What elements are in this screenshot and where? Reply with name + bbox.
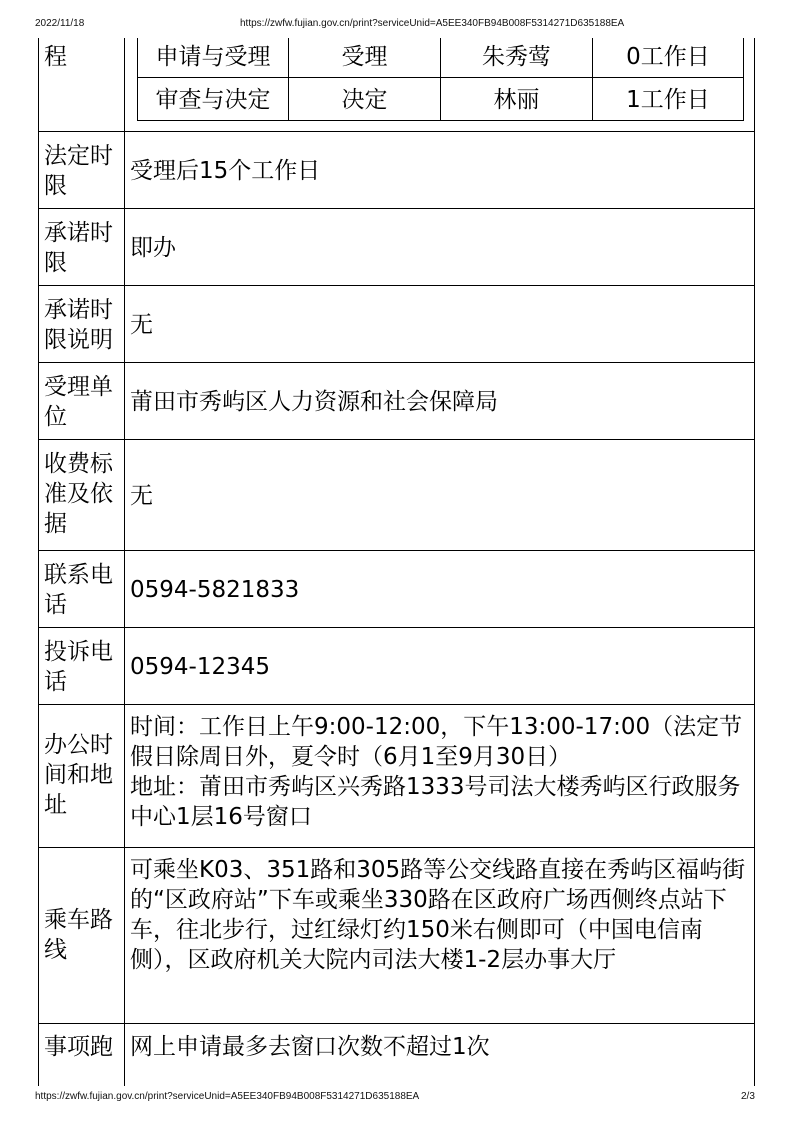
print-date: 2022/11/18 (35, 18, 85, 29)
label-complaint-phone: 投诉电话 (44, 639, 113, 695)
process-time-2: 1工作日 (626, 87, 710, 113)
row-divider (38, 704, 755, 705)
label-promised-time-limit: 承诺时限 (44, 220, 113, 276)
label-fee-standard: 收费标准及依据 (44, 451, 113, 537)
label-contact-phone: 联系电话 (44, 562, 113, 618)
label-accepting-unit: 受理单位 (44, 374, 113, 430)
process-action-1: 受理 (341, 44, 388, 70)
value-fee-standard: 无 (130, 483, 153, 509)
row-divider (38, 1023, 755, 1024)
value-complaint-phone: 0594-12345 (130, 654, 270, 680)
value-contact-phone: 0594-5821833 (130, 577, 300, 603)
value-promised-time-note: 无 (130, 312, 153, 338)
table-border-left (38, 38, 39, 1086)
process-action-2: 决定 (341, 87, 388, 113)
table-divider-label (124, 38, 125, 1086)
process-person-1: 朱秀莺 (482, 44, 551, 70)
value-statutory-time-limit: 受理后15个工作日 (130, 158, 321, 184)
process-person-2: 林丽 (493, 87, 540, 113)
row-divider (38, 847, 755, 848)
subtable-border-bottom (137, 120, 744, 121)
value-visit-count: 网上申请最多去窗口次数不超过1次 (130, 1034, 490, 1060)
print-url-header: https://zwfw.fujian.gov.cn/print?serviceUnid=A5EE340FB94B008F5314271D635188EA (240, 18, 625, 29)
page-number: 2/3 (741, 1091, 755, 1102)
label-visit-count: 事项跑 (44, 1034, 113, 1060)
label-transit-route: 乘车路线 (44, 907, 113, 963)
value-accepting-unit: 莆田市秀屿区人力资源和社会保障局 (130, 389, 498, 415)
row-divider (38, 550, 755, 551)
row-divider (38, 439, 755, 440)
label-statutory-time-limit: 法定时限 (44, 143, 113, 199)
value-transit-route: 可乘坐K03、351路和305路等公交线路直接在秀屿区福屿街的“区政府站”下车或乘坐330路在区政府广场西侧终点站下车，往北步行，过红绿灯约150米右侧即可（中国电信南侧），区政府机关大院内司法大楼1-2层办事大厅 (130, 857, 746, 973)
table-border-right (754, 38, 755, 1086)
row-divider (38, 208, 755, 209)
subtable-border-right (743, 38, 744, 120)
row-divider (38, 131, 755, 132)
process-step-2: 审查与决定 (155, 87, 271, 113)
row-divider (38, 285, 755, 286)
label-office-hours-address: 办公时间和地址 (44, 732, 113, 818)
subtable-row-divider (137, 77, 744, 78)
value-office-hours-address: 时间：工作日上午9:00-12:00，下午13:00-17:00（法定节假日除周日外，夏令时（6月1至9月30日） 地址：莆田市秀屿区兴秀路1333号司法大楼秀屿区行政服务中心1层16号窗口 (130, 714, 743, 830)
row-divider (38, 362, 755, 363)
process-time-1: 0工作日 (626, 44, 710, 70)
print-url-footer: https://zwfw.fujian.gov.cn/print?serviceUnid=A5EE340FB94B008F5314271D635188EA (35, 1091, 420, 1102)
process-step-1: 申请与受理 (155, 44, 271, 70)
row-divider (38, 627, 755, 628)
value-promised-time-limit: 即办 (130, 235, 176, 261)
process-label: 程 (44, 44, 67, 70)
label-promised-time-note: 承诺时限说明 (44, 297, 113, 353)
